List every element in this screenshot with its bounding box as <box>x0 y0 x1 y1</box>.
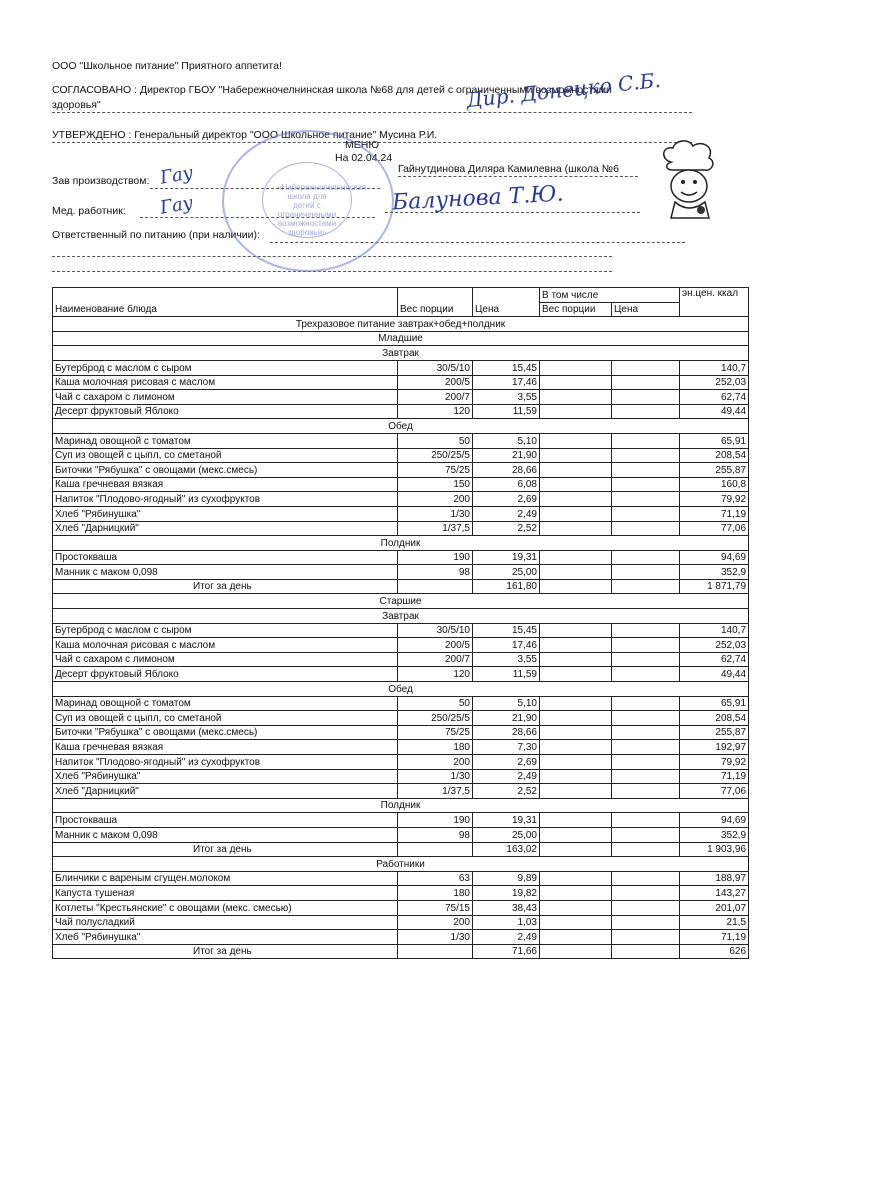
dish-price: 19,31 <box>473 813 540 828</box>
dish-kcal: 49,44 <box>680 667 749 682</box>
dish-kcal: 77,06 <box>680 784 749 799</box>
incl-price-cell <box>612 915 680 930</box>
dish-weight: 50 <box>398 433 473 448</box>
dish-weight: 190 <box>398 550 473 565</box>
dish-name: Десерт фруктовый Яблоко <box>53 667 398 682</box>
section-row <box>53 331 749 346</box>
section-title: Старшие <box>53 594 749 609</box>
section-title: Обед <box>53 682 749 697</box>
dish-weight: 75/15 <box>398 900 473 915</box>
table-row <box>53 375 749 390</box>
section-row <box>53 682 749 697</box>
dish-name: Хлеб "Дарницкий" <box>53 521 398 536</box>
total-label: Итог за день <box>53 944 398 959</box>
incl-price-cell <box>612 652 680 667</box>
incl-price-cell <box>612 900 680 915</box>
section-row <box>53 609 749 624</box>
dish-kcal: 201,07 <box>680 900 749 915</box>
dish-name: Манник с маком 0,098 <box>53 565 398 580</box>
col-energy-header: эн.цен. ккал <box>680 288 749 317</box>
total-price: 161,80 <box>473 579 540 594</box>
dish-name: Чай полусладкий <box>53 915 398 930</box>
incl-price-cell <box>612 784 680 799</box>
dish-price: 19,31 <box>473 550 540 565</box>
dish-name: Каша гречневая вязкая <box>53 740 398 755</box>
dish-kcal: 71,19 <box>680 769 749 784</box>
total-row <box>53 842 749 857</box>
dish-weight: 63 <box>398 871 473 886</box>
dish-name: Чай с сахаром с лимоном <box>53 390 398 405</box>
incl-price-cell <box>612 711 680 726</box>
dish-weight: 200 <box>398 915 473 930</box>
dish-kcal: 79,92 <box>680 492 749 507</box>
incl-price-cell <box>612 360 680 375</box>
incl-price-cell <box>612 886 680 901</box>
menu-date: На 02.04.24 <box>335 152 393 164</box>
dish-kcal: 77,06 <box>680 521 749 536</box>
table-row <box>53 930 749 945</box>
dish-price: 11,59 <box>473 667 540 682</box>
responsible-label: Ответственный по питанию (при наличии): <box>52 229 260 241</box>
dish-kcal: 255,87 <box>680 463 749 478</box>
incl-weight-cell <box>540 652 612 667</box>
dish-name: Биточки "Рябушка" с овощами (мекс.смесь) <box>53 463 398 478</box>
table-row <box>53 827 749 842</box>
dish-price: 2,52 <box>473 784 540 799</box>
dish-name: Капуста тушеная <box>53 886 398 901</box>
dish-kcal: 352,9 <box>680 565 749 580</box>
dish-weight: 98 <box>398 827 473 842</box>
incl-price-cell <box>612 769 680 784</box>
dish-price: 17,46 <box>473 638 540 653</box>
incl-price-cell <box>612 463 680 478</box>
incl-weight-cell <box>540 667 612 682</box>
incl-price-cell <box>612 740 680 755</box>
table-row <box>53 813 749 828</box>
dish-price: 11,59 <box>473 404 540 419</box>
dish-name: Простокваша <box>53 550 398 565</box>
dish-name: Манник с маком 0,098 <box>53 827 398 842</box>
incl-weight-cell <box>540 360 612 375</box>
dish-weight: 250/25/5 <box>398 448 473 463</box>
section-row <box>53 536 749 551</box>
table-row <box>53 915 749 930</box>
dish-price: 25,00 <box>473 565 540 580</box>
dish-weight: 200/7 <box>398 390 473 405</box>
menu-title: МЕНЮ <box>345 139 379 151</box>
table-row <box>53 506 749 521</box>
dish-weight: 120 <box>398 404 473 419</box>
dish-kcal: 62,74 <box>680 652 749 667</box>
dish-kcal: 71,19 <box>680 930 749 945</box>
table-row <box>53 755 749 770</box>
incl-price-cell <box>612 390 680 405</box>
production-name: Гайнутдинова Диляра Камилевна (школа №6 <box>398 163 619 175</box>
table-row <box>53 565 749 580</box>
dish-price: 9,89 <box>473 871 540 886</box>
incl-weight-cell <box>540 813 612 828</box>
divider <box>52 271 612 272</box>
dish-name: Каша молочная рисовая с маслом <box>53 638 398 653</box>
incl-weight-cell <box>540 477 612 492</box>
incl-price-cell <box>612 827 680 842</box>
section-title: Трехразовое питание завтрак+обед+полдник <box>53 317 749 332</box>
dish-weight: 180 <box>398 886 473 901</box>
table-row <box>53 433 749 448</box>
dish-name: Напиток "Плодово-ягодный" из сухофруктов <box>53 492 398 507</box>
incl-weight-cell <box>540 915 612 930</box>
agreed-line-cont: здоровья" <box>52 99 101 111</box>
dish-kcal: 208,54 <box>680 448 749 463</box>
stamp-inner-ring <box>262 162 367 238</box>
dish-name: Бутерброд с маслом с сыром <box>53 360 398 375</box>
incl-price-cell <box>612 842 680 857</box>
incl-weight-cell <box>540 886 612 901</box>
incl-price-cell <box>612 477 680 492</box>
incl-weight-cell <box>540 565 612 580</box>
director-signature: Дир. Донецко С.Б. <box>465 67 662 113</box>
table-row <box>53 492 749 507</box>
dish-kcal: 79,92 <box>680 755 749 770</box>
incl-weight-cell <box>540 404 612 419</box>
section-row <box>53 419 749 434</box>
dish-price: 2,49 <box>473 506 540 521</box>
section-title: Полдник <box>53 536 749 551</box>
dish-name: Маринад овощной с томатом <box>53 696 398 711</box>
dish-price: 3,55 <box>473 652 540 667</box>
dish-weight: 1/30 <box>398 506 473 521</box>
table-row <box>53 740 749 755</box>
dish-weight: 200/5 <box>398 375 473 390</box>
incl-price-cell <box>612 579 680 594</box>
incl-weight-cell <box>540 448 612 463</box>
dish-name: Котлеты "Крестьянские" с овощами (мекс. смесью) <box>53 900 398 915</box>
dish-kcal: 21,5 <box>680 915 749 930</box>
incl-price-cell <box>612 433 680 448</box>
dish-weight: 30/5/10 <box>398 623 473 638</box>
dish-weight: 190 <box>398 813 473 828</box>
org-name: ООО "Школьное питание" Приятного аппетита! <box>52 60 282 72</box>
incl-price-cell <box>612 565 680 580</box>
incl-price-cell <box>612 506 680 521</box>
incl-price-cell <box>612 930 680 945</box>
dish-weight: 120 <box>398 667 473 682</box>
col-incl-weight-header: Вес порции <box>540 302 612 317</box>
incl-weight-cell <box>540 871 612 886</box>
incl-weight-cell <box>540 550 612 565</box>
dish-name: Хлеб "Дарницкий" <box>53 784 398 799</box>
table-row <box>53 360 749 375</box>
incl-price-cell <box>612 448 680 463</box>
incl-weight-cell <box>540 725 612 740</box>
section-row <box>53 346 749 361</box>
dish-name: Каша молочная рисовая с маслом <box>53 375 398 390</box>
dish-name: Маринад овощной с томатом <box>53 433 398 448</box>
dish-kcal: 65,91 <box>680 696 749 711</box>
total-price: 163,02 <box>473 842 540 857</box>
dish-kcal: 62,74 <box>680 390 749 405</box>
incl-weight-cell <box>540 755 612 770</box>
dish-name: Бутерброд с маслом с сыром <box>53 623 398 638</box>
incl-weight-cell <box>540 433 612 448</box>
dish-price: 2,52 <box>473 521 540 536</box>
dish-name: Чай с сахаром с лимоном <box>53 652 398 667</box>
total-row <box>53 579 749 594</box>
section-title: Завтрак <box>53 609 749 624</box>
dish-price: 28,66 <box>473 725 540 740</box>
table-row <box>53 477 749 492</box>
dish-price: 25,00 <box>473 827 540 842</box>
total-label: Итог за день <box>53 579 398 594</box>
dish-kcal: 94,69 <box>680 550 749 565</box>
dish-weight: 200/7 <box>398 652 473 667</box>
table-row <box>53 769 749 784</box>
table-row <box>53 696 749 711</box>
incl-weight-cell <box>540 390 612 405</box>
table-row <box>53 521 749 536</box>
incl-weight-cell <box>540 579 612 594</box>
incl-weight-cell <box>540 623 612 638</box>
dish-name: Блинчики с вареным сгущен.молоком <box>53 871 398 886</box>
table-row <box>53 390 749 405</box>
dish-kcal: 49,44 <box>680 404 749 419</box>
table-row <box>53 725 749 740</box>
col-incl-header: В том числе <box>540 288 680 303</box>
dish-kcal: 252,03 <box>680 638 749 653</box>
section-row <box>53 857 749 872</box>
dish-kcal: 188,97 <box>680 871 749 886</box>
incl-price-cell <box>612 871 680 886</box>
incl-weight-cell <box>540 711 612 726</box>
dish-price: 5,10 <box>473 433 540 448</box>
dish-name: Хлеб "Рябинушка" <box>53 506 398 521</box>
incl-price-cell <box>612 725 680 740</box>
dish-weight: 180 <box>398 740 473 755</box>
table-row <box>53 638 749 653</box>
incl-weight-cell <box>540 375 612 390</box>
dish-price: 21,90 <box>473 711 540 726</box>
table-row <box>53 550 749 565</box>
section-title: Работники <box>53 857 749 872</box>
dish-price: 21,90 <box>473 448 540 463</box>
total-weight-cell <box>398 579 473 594</box>
table-row <box>53 463 749 478</box>
incl-price-cell <box>612 623 680 638</box>
incl-price-cell <box>612 696 680 711</box>
incl-price-cell <box>612 813 680 828</box>
dish-name: Суп из овощей с цыпл, со сметаной <box>53 711 398 726</box>
dish-name: Хлеб "Рябинушка" <box>53 769 398 784</box>
incl-weight-cell <box>540 769 612 784</box>
med-label: Мед. работник: <box>52 205 126 217</box>
table-row <box>53 404 749 419</box>
dish-weight: 1/30 <box>398 769 473 784</box>
table-row <box>53 711 749 726</box>
dish-name: Каша гречневая вязкая <box>53 477 398 492</box>
incl-weight-cell <box>540 463 612 478</box>
dish-price: 17,46 <box>473 375 540 390</box>
med-signature: Балунова Т.Ю. <box>391 181 565 216</box>
dish-name: Простокваша <box>53 813 398 828</box>
dish-weight: 150 <box>398 477 473 492</box>
table-row <box>53 448 749 463</box>
dish-kcal: 252,03 <box>680 375 749 390</box>
agreed-line: СОГЛАСОВАНО : Директор ГБОУ "Набережночелнинская школа №68 для детей с ограниченными возможностями <box>52 84 612 96</box>
incl-price-cell <box>612 492 680 507</box>
dish-kcal: 65,91 <box>680 433 749 448</box>
incl-weight-cell <box>540 784 612 799</box>
section-title: Полдник <box>53 798 749 813</box>
dish-name: Суп из овощей с цыпл, со сметаной <box>53 448 398 463</box>
section-title: Обед <box>53 419 749 434</box>
incl-price-cell <box>612 638 680 653</box>
dish-price: 2,49 <box>473 930 540 945</box>
dish-kcal: 352,9 <box>680 827 749 842</box>
incl-price-cell <box>612 521 680 536</box>
dish-weight: 1/37,5 <box>398 784 473 799</box>
dish-name: Десерт фруктовый Яблоко <box>53 404 398 419</box>
dish-price: 28,66 <box>473 463 540 478</box>
dish-kcal: 143,27 <box>680 886 749 901</box>
table-row <box>53 652 749 667</box>
dish-weight: 250/25/5 <box>398 711 473 726</box>
official-stamp <box>222 130 394 272</box>
dish-price: 38,43 <box>473 900 540 915</box>
production-label: Зав производством: <box>52 175 150 187</box>
divider <box>398 176 638 177</box>
dish-kcal: 94,69 <box>680 813 749 828</box>
incl-weight-cell <box>540 842 612 857</box>
dish-weight: 1/37,5 <box>398 521 473 536</box>
section-title: Завтрак <box>53 346 749 361</box>
dish-kcal: 140,7 <box>680 360 749 375</box>
incl-weight-cell <box>540 740 612 755</box>
incl-weight-cell <box>540 696 612 711</box>
dish-price: 1,03 <box>473 915 540 930</box>
table-row <box>53 784 749 799</box>
dish-kcal: 192,97 <box>680 740 749 755</box>
dish-kcal: 71,19 <box>680 506 749 521</box>
stamp-text: «Набережночелнинская школа для детей с ограниченными возможностями здоровья» <box>277 183 367 237</box>
dish-price: 15,45 <box>473 623 540 638</box>
total-weight-cell <box>398 842 473 857</box>
menu-body <box>53 317 749 959</box>
med-signature-short: Гау <box>158 192 195 219</box>
dish-kcal: 255,87 <box>680 725 749 740</box>
dish-weight: 75/25 <box>398 463 473 478</box>
col-weight-header: Вес порции <box>398 288 473 317</box>
col-name-header: Наименование блюда <box>53 288 398 317</box>
incl-weight-cell <box>540 930 612 945</box>
approved-line: УТВЕРЖДЕНО : Генеральный директор "ООО Школьное питание" Мусина Р.И. <box>52 129 438 141</box>
dish-price: 2,69 <box>473 755 540 770</box>
incl-price-cell <box>612 755 680 770</box>
section-row <box>53 594 749 609</box>
dish-price: 15,45 <box>473 360 540 375</box>
dish-kcal: 208,54 <box>680 711 749 726</box>
incl-weight-cell <box>540 506 612 521</box>
dish-weight: 30/5/10 <box>398 360 473 375</box>
incl-weight-cell <box>540 521 612 536</box>
dish-price: 6,08 <box>473 477 540 492</box>
incl-price-cell <box>612 404 680 419</box>
chef-logo-icon <box>655 140 723 220</box>
table-row <box>53 886 749 901</box>
incl-price-cell <box>612 550 680 565</box>
incl-price-cell <box>612 667 680 682</box>
dish-kcal: 140,7 <box>680 623 749 638</box>
dish-kcal: 160,8 <box>680 477 749 492</box>
divider <box>52 112 692 113</box>
section-row <box>53 317 749 332</box>
incl-price-cell <box>612 375 680 390</box>
dish-name: Напиток "Плодово-ягодный" из сухофруктов <box>53 755 398 770</box>
col-price-header: Цена <box>473 288 540 317</box>
dish-weight: 50 <box>398 696 473 711</box>
dish-price: 2,69 <box>473 492 540 507</box>
dish-price: 7,30 <box>473 740 540 755</box>
dish-weight: 98 <box>398 565 473 580</box>
dish-weight: 200 <box>398 492 473 507</box>
dish-price: 3,55 <box>473 390 540 405</box>
dish-price: 19,82 <box>473 886 540 901</box>
section-title: Младшие <box>53 331 749 346</box>
incl-weight-cell <box>540 492 612 507</box>
total-kcal: 626 <box>680 944 749 959</box>
dish-weight: 200/5 <box>398 638 473 653</box>
dish-price: 2,49 <box>473 769 540 784</box>
table-row <box>53 900 749 915</box>
dish-name: Хлеб "Рябинушка" <box>53 930 398 945</box>
table-row <box>53 623 749 638</box>
total-kcal: 1 903,96 <box>680 842 749 857</box>
incl-weight-cell <box>540 944 612 959</box>
section-row <box>53 798 749 813</box>
menu-table <box>52 287 749 959</box>
incl-weight-cell <box>540 638 612 653</box>
production-signature: Гау <box>158 162 195 189</box>
dish-price: 5,10 <box>473 696 540 711</box>
incl-weight-cell <box>540 900 612 915</box>
dish-weight: 200 <box>398 755 473 770</box>
total-row <box>53 944 749 959</box>
dish-weight: 75/25 <box>398 725 473 740</box>
dish-name: Биточки "Рябушка" с овощами (мекс.смесь) <box>53 725 398 740</box>
dish-weight: 1/30 <box>398 930 473 945</box>
total-kcal: 1 871,79 <box>680 579 749 594</box>
total-weight-cell <box>398 944 473 959</box>
incl-price-cell <box>612 944 680 959</box>
total-label: Итог за день <box>53 842 398 857</box>
table-row <box>53 667 749 682</box>
total-price: 71,66 <box>473 944 540 959</box>
col-incl-price-header: Цена <box>612 302 680 317</box>
table-row <box>53 871 749 886</box>
incl-weight-cell <box>540 827 612 842</box>
